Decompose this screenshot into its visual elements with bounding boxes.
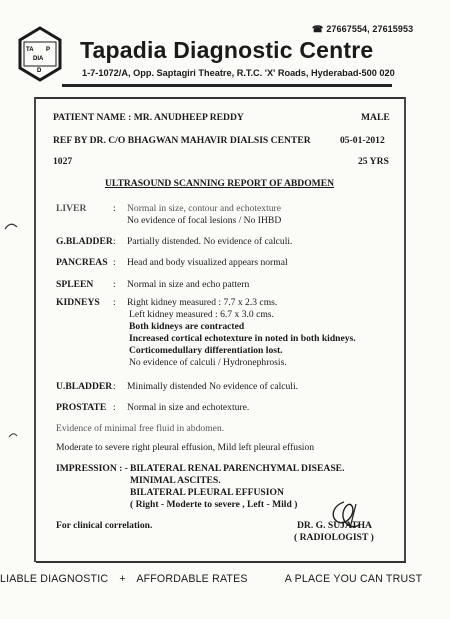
patient-sex: MALE	[361, 112, 390, 123]
pancreas-line-1: Head and body visualized appears normal	[127, 257, 288, 268]
footer-left: LIABLE DIAGNOSTIC	[0, 573, 109, 585]
report-date: 05-01-2012	[340, 135, 385, 146]
spleen-line-1: Normal in size and echo pattern	[127, 279, 250, 290]
frame-right	[404, 97, 406, 562]
kidney-note-3: Corticomedullary differentiation lost.	[129, 345, 283, 356]
kidney-left-measure: Left kidney measured : 6.7 x 3.0 cms.	[129, 309, 274, 320]
clinic-logo	[18, 26, 62, 82]
gbladder-label: G.BLADDER	[56, 236, 113, 247]
ubladder-colon: :	[113, 381, 116, 392]
frame-left	[34, 97, 36, 562]
spleen-label: SPLEEN	[56, 279, 94, 290]
logo-text-ta: TA	[26, 47, 34, 53]
impression-label: IMPRESSION : -	[56, 463, 128, 474]
liver-line-2: No evidence of focal lesions / No IHBD	[127, 215, 282, 226]
footer-slogan	[0, 573, 430, 585]
impression-line-2: MINIMAL ASCITES.	[130, 475, 221, 486]
free-fluid-note: Evidence of minimal free fluid in abdomen.	[56, 423, 225, 434]
kidney-right-measure: Right kidney measured : 7.7 x 2.3 cms.	[127, 297, 278, 308]
patient-id: 1027	[53, 156, 73, 167]
logo-text-p: P	[46, 47, 51, 53]
doctor-name: DR. G. SUJATHA	[297, 520, 372, 531]
pancreas-colon: :	[113, 257, 116, 268]
telephone-icon: ☎	[312, 24, 324, 34]
liver-label: LIVER	[56, 203, 87, 214]
referred-by: REF BY DR. C/O BHAGWAN MAHAVIR DIALSIS CENTER	[53, 135, 311, 146]
patient-name: PATIENT NAME : MR. ANUDHEEP REDDY	[53, 112, 244, 123]
impression-line-3: BILATERAL PLEURAL EFFUSION	[130, 487, 284, 498]
impression-line-1: BILATERAL RENAL PARENCHYMAL DISEASE.	[130, 463, 345, 474]
footer-right: A PLACE YOU CAN TRUST	[284, 573, 423, 585]
scan-mark	[4, 222, 18, 230]
kidneys-colon: :	[113, 297, 116, 308]
kidney-note-2: Increased cortical echotexture in noted in both kidneys.	[129, 333, 356, 344]
gbladder-line-1: Partially distended. No evidence of calculi.	[127, 236, 293, 247]
report-title: ULTRASOUND SCANNING REPORT OF ABDOMEN	[105, 178, 335, 189]
footer-separator: +	[119, 573, 126, 585]
liver-line-1: Normal in size, contour and echotexture	[127, 203, 281, 214]
logo-text-dia: DIA	[33, 56, 44, 62]
frame-top	[36, 97, 406, 99]
clinical-correlation: For clinical correlation.	[56, 520, 153, 531]
kidney-note-1: Both kidneys are contracted	[129, 321, 245, 332]
pancreas-label: PANCREAS	[56, 257, 108, 268]
frame-bottom	[36, 561, 406, 563]
spleen-colon: :	[113, 279, 116, 290]
patient-age: 25 YRS	[358, 156, 389, 167]
impression-line-4: ( Right - Moderte to severe , Left - Mild )	[130, 499, 298, 510]
kidneys-label: KIDNEYS	[56, 297, 100, 308]
prostate-colon: :	[113, 402, 116, 413]
clinic-title: Tapadia Diagnostic Centre	[80, 37, 374, 63]
phone-numbers: ☎ 27667554, 27615953	[312, 24, 414, 34]
logo-text-d: D	[37, 68, 42, 74]
doctor-title: ( RADIOLOGIST )	[294, 532, 374, 543]
liver-colon: :	[113, 203, 116, 214]
pleural-effusion-note: Moderate to severe right pleural effusion, Mild left pleural effusion	[56, 442, 315, 453]
header-rule	[62, 84, 392, 87]
gbladder-colon: :	[113, 236, 116, 247]
prostate-label: PROSTATE	[56, 402, 107, 413]
scan-mark	[8, 432, 18, 438]
ubladder-line-1: Minimally distended No evidence of calculi.	[127, 381, 299, 392]
ubladder-label: U.BLADDER	[56, 381, 113, 392]
prostate-line-1: Normal in size and echotexture.	[127, 402, 250, 413]
kidney-note-4: No evidence of calculi / Hydronephrosis.	[129, 357, 287, 368]
footer-middle: AFFORDABLE RATES	[136, 573, 248, 585]
clinic-address: 1-7-1072/A, Opp. Saptagiri Theatre, R.T.C. 'X' Roads, Hyderabad-500 020	[82, 68, 395, 78]
